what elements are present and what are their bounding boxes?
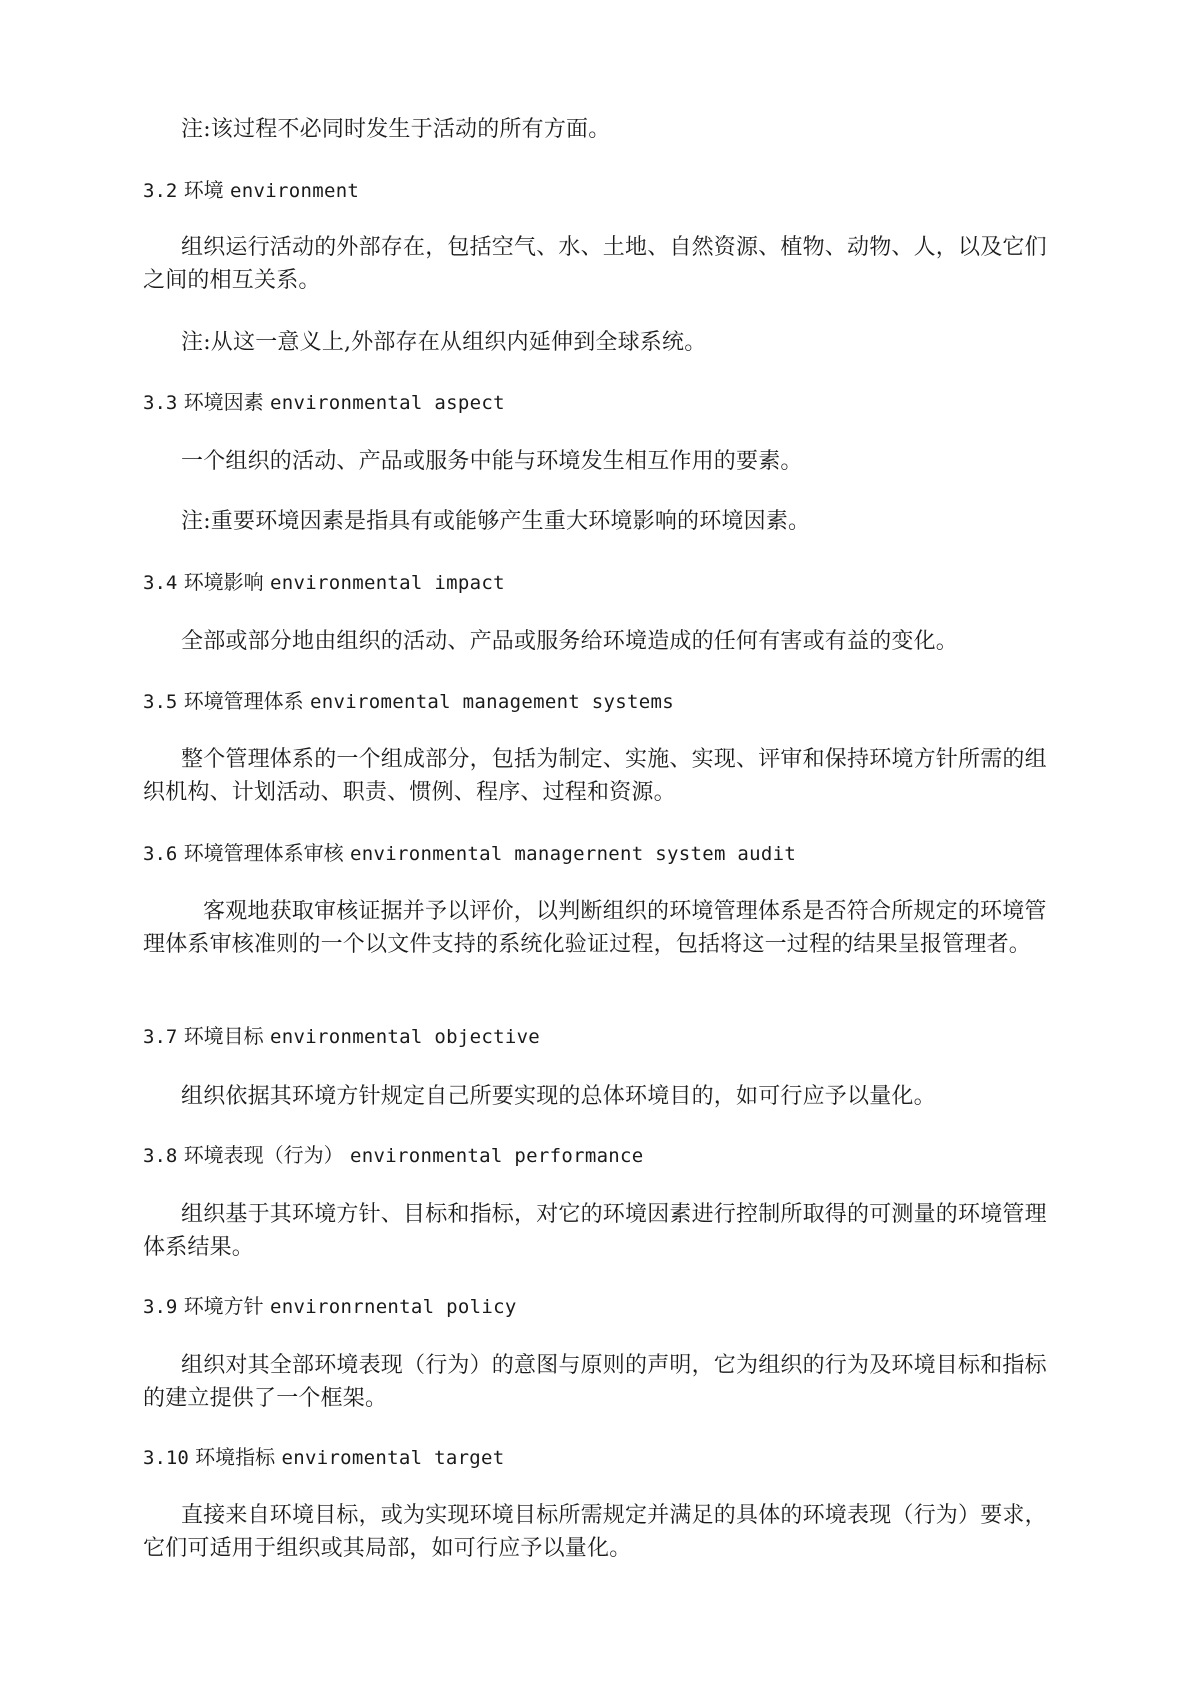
section-number: 3.3 bbox=[143, 392, 178, 414]
section-number: 3.2 bbox=[143, 180, 178, 202]
section-heading-3-2 bbox=[143, 175, 1063, 206]
section-note: 注:从这一意义上,外部存在从组织内延伸到全球系统。 bbox=[181, 330, 707, 355]
section-heading-3-8 bbox=[143, 1140, 1063, 1171]
section-paragraph: 直接来自环境目标，或为实现环境目标所需规定并满足的具体的环境表现（行为）要求，它们可适用于组织或其局部，如可行应予以量化。 bbox=[143, 1503, 1047, 1561]
section-note: 注:重要环境因素是指具有或能够产生重大环境影响的环境因素。 bbox=[181, 509, 811, 534]
section-number: 3.7 bbox=[143, 1026, 178, 1048]
section-paragraph: 组织依据其环境方针规定自己所要实现的总体环境目的，如可行应予以量化。 bbox=[181, 1084, 936, 1109]
section-paragraph: 客观地获取审核证据并予以评价，以判断组织的环境管理体系是否符合所规定的环境管理体系审核准则的一个以文件支持的系统化验证过程，包括将这一过程的结果呈报管理者。 bbox=[143, 899, 1047, 957]
section-term: 环境管理体系审核 bbox=[183, 841, 344, 865]
section-heading-3-3 bbox=[143, 387, 1063, 418]
section-number: 3.4 bbox=[143, 572, 178, 594]
section-number: 3.5 bbox=[143, 691, 178, 713]
section-paragraph: 组织运行活动的外部存在，包括空气、水、土地、自然资源、植物、动物、人，以及它们之间的相互关系。 bbox=[143, 235, 1047, 293]
section-term: 环境表现（行为） bbox=[183, 1143, 344, 1167]
section-term: 环境因素 bbox=[183, 390, 264, 414]
section-number: 3.8 bbox=[143, 1145, 178, 1167]
intro-note: 注:该过程不必同时发生于活动的所有方面。 bbox=[181, 117, 611, 142]
section-paragraph: 一个组织的活动、产品或服务中能与环境发生相互作用的要素。 bbox=[181, 449, 803, 474]
section-number: 3.6 bbox=[143, 843, 178, 865]
section-term: 环境 bbox=[183, 178, 224, 202]
section-term-english: enviromental target bbox=[281, 1447, 505, 1469]
section-number: 3.10 bbox=[143, 1447, 189, 1469]
section-paragraph: 组织基于其环境方针、目标和指标，对它的环境因素进行控制所取得的可测量的环境管理体系结果。 bbox=[143, 1202, 1047, 1260]
section-heading-3-5 bbox=[143, 686, 1063, 717]
section-term-english: environmental managernent system audit bbox=[350, 843, 797, 865]
section-paragraph: 全部或部分地由组织的活动、产品或服务给环境造成的任何有害或有益的变化。 bbox=[181, 629, 959, 654]
section-term: 环境管理体系 bbox=[183, 689, 304, 713]
section-term-english: environmental aspect bbox=[270, 392, 505, 414]
section-heading-3-6 bbox=[143, 838, 1063, 869]
section-term-english: enviromental management systems bbox=[310, 691, 674, 713]
section-term-english: environmental objective bbox=[270, 1026, 541, 1048]
section-term-english: environmental performance bbox=[350, 1145, 644, 1167]
section-term: 环境指标 bbox=[195, 1445, 276, 1469]
section-heading-3-9 bbox=[143, 1291, 1063, 1322]
section-term-english: environrnental policy bbox=[270, 1296, 517, 1318]
section-term-english: environment bbox=[230, 180, 360, 202]
section-heading-3-4 bbox=[143, 567, 1063, 598]
section-paragraph: 组织对其全部环境表现（行为）的意图与原则的声明，它为组织的行为及环境目标和指标的建立提供了一个框架。 bbox=[143, 1353, 1047, 1411]
section-term: 环境目标 bbox=[183, 1024, 264, 1048]
section-term-english: environmental impact bbox=[270, 572, 505, 594]
section-heading-3-10 bbox=[143, 1442, 1063, 1473]
section-term: 环境方针 bbox=[183, 1294, 264, 1318]
section-paragraph: 整个管理体系的一个组成部分，包括为制定、实施、实现、评审和保持环境方针所需的组织机构、计划活动、职责、惯例、程序、过程和资源。 bbox=[143, 747, 1047, 805]
section-heading-3-7 bbox=[143, 1021, 1063, 1052]
section-term: 环境影响 bbox=[183, 570, 264, 594]
section-number: 3.9 bbox=[143, 1296, 178, 1318]
